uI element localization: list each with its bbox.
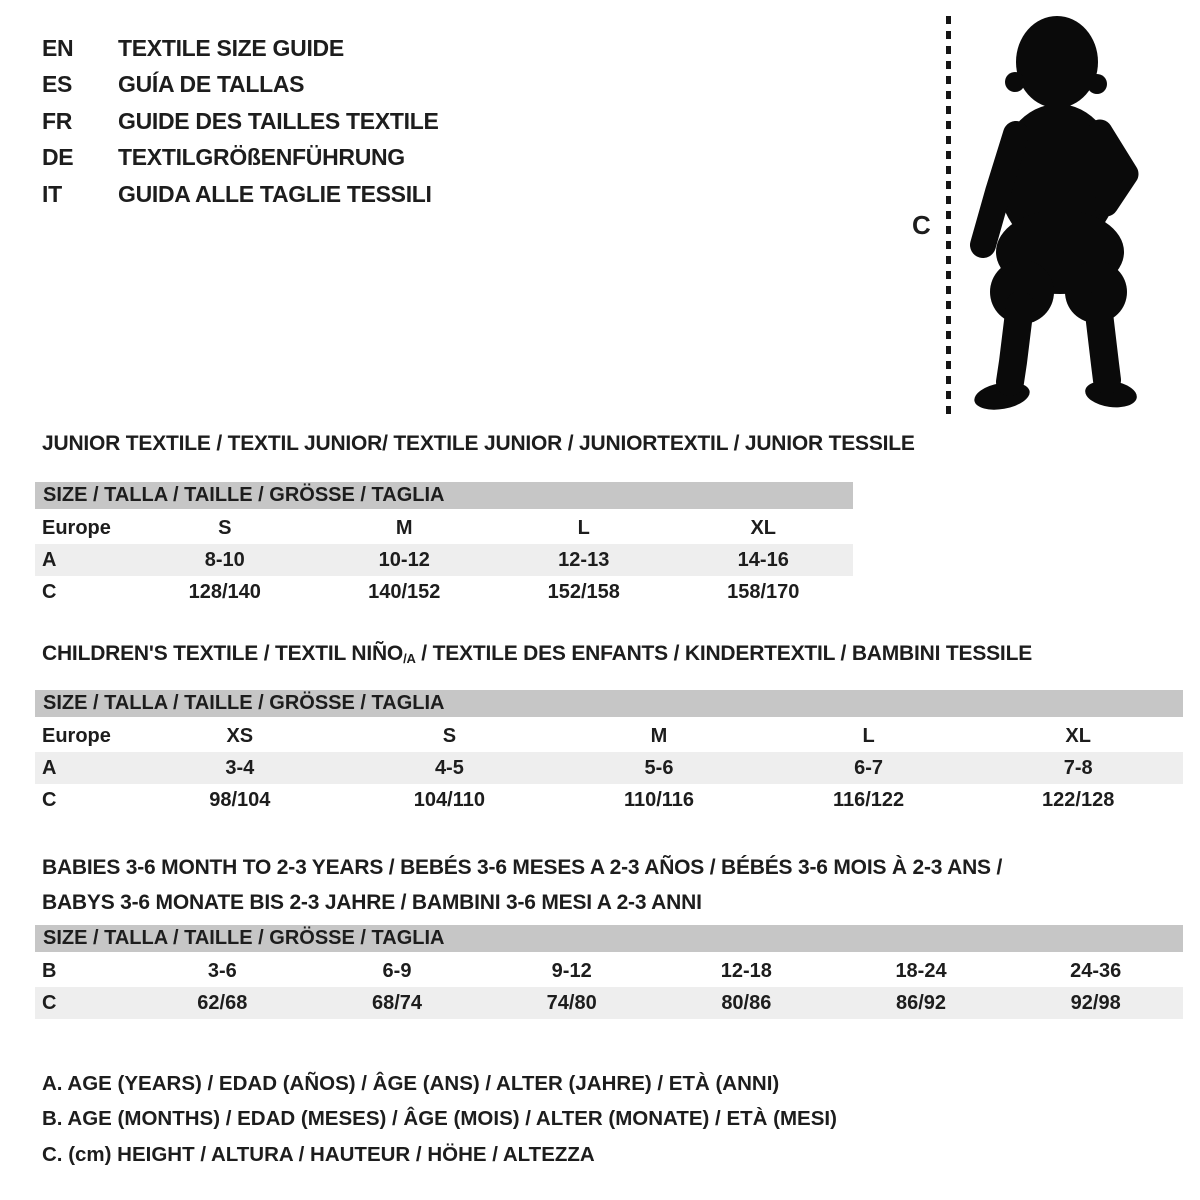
babies-title-line1: BABIES 3-6 MONTH TO 2-3 YEARS / BEBÉS 3-6 MESES A 2-3 AÑOS / BÉBÉS 3-6 MOIS À 2-3 ANS /	[42, 856, 1003, 879]
row-label: Europe	[42, 724, 111, 747]
table-cell: 110/116	[623, 788, 695, 811]
lang-label: GUIDE DES TAILLES TEXTILE	[118, 107, 439, 134]
lang-label: TEXTILE SIZE GUIDE	[118, 34, 344, 61]
table-cell: L	[862, 724, 875, 747]
height-measure-label: C	[912, 210, 931, 240]
table-cell: 140/152	[368, 580, 441, 603]
children-title-part: / TEXTILE DES ENFANTS / KINDERTEXTIL / BAMBINI TESSILE	[415, 642, 1033, 665]
table-cell: 4-5	[434, 756, 464, 779]
table-row-height	[35, 987, 1183, 1019]
table-row-age	[35, 544, 853, 576]
height-measure-dashed-line	[946, 16, 951, 416]
lang-row-fr	[42, 103, 439, 140]
row-label: A	[42, 548, 57, 571]
table-cell: 3-4	[225, 756, 255, 779]
table-cell: 68/74	[371, 991, 423, 1014]
table-row-months	[35, 955, 1183, 987]
row-label: C	[42, 580, 57, 603]
legend-line-b: B. AGE (MONTHS) / EDAD (MESES) / ÂGE (MOIS) / ALTER (MONATE) / ETÀ (MESI)	[42, 1107, 837, 1131]
table-cell: 12-13	[558, 548, 610, 571]
size-header-bar: SIZE / TALLA / TAILLE / GRÖSSE / TAGLIA	[35, 482, 853, 509]
lang-row-en	[42, 30, 439, 67]
row-label: C	[42, 991, 57, 1014]
table-cell: M	[650, 724, 668, 747]
table-cell: 18-24	[895, 959, 947, 982]
lang-label: GUIDA ALLE TAGLIE TESSILI	[118, 180, 432, 207]
children-section-title	[42, 642, 1032, 666]
babies-section-title	[42, 850, 1002, 920]
table-row-height	[35, 576, 853, 608]
table-cell: XS	[226, 724, 254, 747]
junior-size-table	[35, 482, 853, 608]
lang-code: EN	[42, 34, 74, 61]
children-title-part: CHILDREN'S TEXTILE / TEXTIL NIÑO	[42, 642, 404, 665]
table-row-height	[35, 784, 1183, 816]
table-cell: 6-7	[854, 756, 884, 779]
language-title-list	[42, 30, 439, 213]
lang-row-it	[42, 176, 439, 213]
table-cell: 158/170	[727, 580, 800, 603]
lang-label: GUÍA DE TALLAS	[118, 71, 305, 98]
measure-legend	[42, 1066, 837, 1173]
table-cell: M	[395, 516, 413, 539]
junior-section-title: JUNIOR TEXTILE / TEXTIL JUNIOR/ TEXTILE JUNIOR / JUNIORTEXTIL / JUNIOR TESSILE	[42, 432, 915, 455]
table-cell: 24-36	[1070, 959, 1122, 982]
table-cell: 152/158	[547, 580, 620, 603]
table-cell: 116/122	[832, 788, 905, 811]
table-cell: 92/98	[1070, 991, 1121, 1014]
size-header-bar: SIZE / TALLA / TAILLE / GRÖSSE / TAGLIA	[35, 925, 1183, 952]
table-cell: 8-10	[204, 548, 245, 571]
table-cell: L	[577, 516, 590, 539]
table-cell: 74/80	[546, 991, 597, 1014]
table-cell: 98/104	[209, 788, 271, 811]
row-label: B	[42, 959, 57, 982]
lang-code: IT	[42, 180, 62, 207]
row-label: Europe	[42, 516, 111, 539]
lang-code: DE	[42, 144, 74, 171]
table-row-europe	[35, 512, 853, 544]
lang-row-es	[42, 67, 439, 104]
table-cell: XL	[750, 516, 777, 539]
table-row-europe	[35, 720, 1183, 752]
size-header-bar: SIZE / TALLA / TAILLE / GRÖSSE / TAGLIA	[35, 690, 1183, 717]
table-cell: 122/128	[1042, 788, 1115, 811]
children-size-table	[35, 690, 1183, 816]
row-label: A	[42, 756, 57, 779]
lang-row-de	[42, 140, 439, 177]
table-cell: 104/110	[413, 788, 485, 811]
table-cell: 3-6	[207, 959, 237, 982]
table-cell: 80/86	[721, 991, 772, 1014]
table-cell: S	[442, 724, 457, 747]
babies-title-line2: BABYS 3-6 MONATE BIS 2-3 JAHRE / BAMBINI 3-6 MESI A 2-3 ANNI	[42, 891, 702, 914]
legend-line-c: C. (cm) HEIGHT / ALTURA / HAUTEUR / HÖHE / ALTEZZA	[42, 1142, 595, 1166]
table-cell: 86/92	[895, 991, 947, 1014]
table-row-age	[35, 752, 1183, 784]
lang-label: TEXTILGRÖßENFÜHRUNG	[118, 144, 405, 171]
legend-line-a: A. AGE (YEARS) / EDAD (AÑOS) / ÂGE (ANS) / ALTER (JAHRE) / ETÀ (ANNI)	[42, 1071, 780, 1095]
lang-code: FR	[42, 107, 73, 134]
children-title-sub: /A	[403, 651, 416, 666]
table-cell: 12-18	[720, 959, 772, 982]
table-cell: 14-16	[737, 548, 789, 571]
table-cell: 7-8	[1063, 756, 1093, 779]
table-cell: 128/140	[188, 580, 261, 603]
table-cell: 62/68	[197, 991, 248, 1014]
table-cell: S	[218, 516, 232, 539]
table-cell: XL	[1065, 724, 1091, 747]
table-cell: 6-9	[382, 959, 412, 982]
lang-code: ES	[42, 71, 73, 98]
toddler-silhouette	[958, 12, 1153, 412]
table-cell: 9-12	[551, 959, 592, 982]
babies-size-table	[35, 925, 1183, 1019]
table-cell: 5-6	[644, 756, 674, 779]
table-cell: 10-12	[378, 548, 430, 571]
row-label: C	[42, 788, 57, 811]
